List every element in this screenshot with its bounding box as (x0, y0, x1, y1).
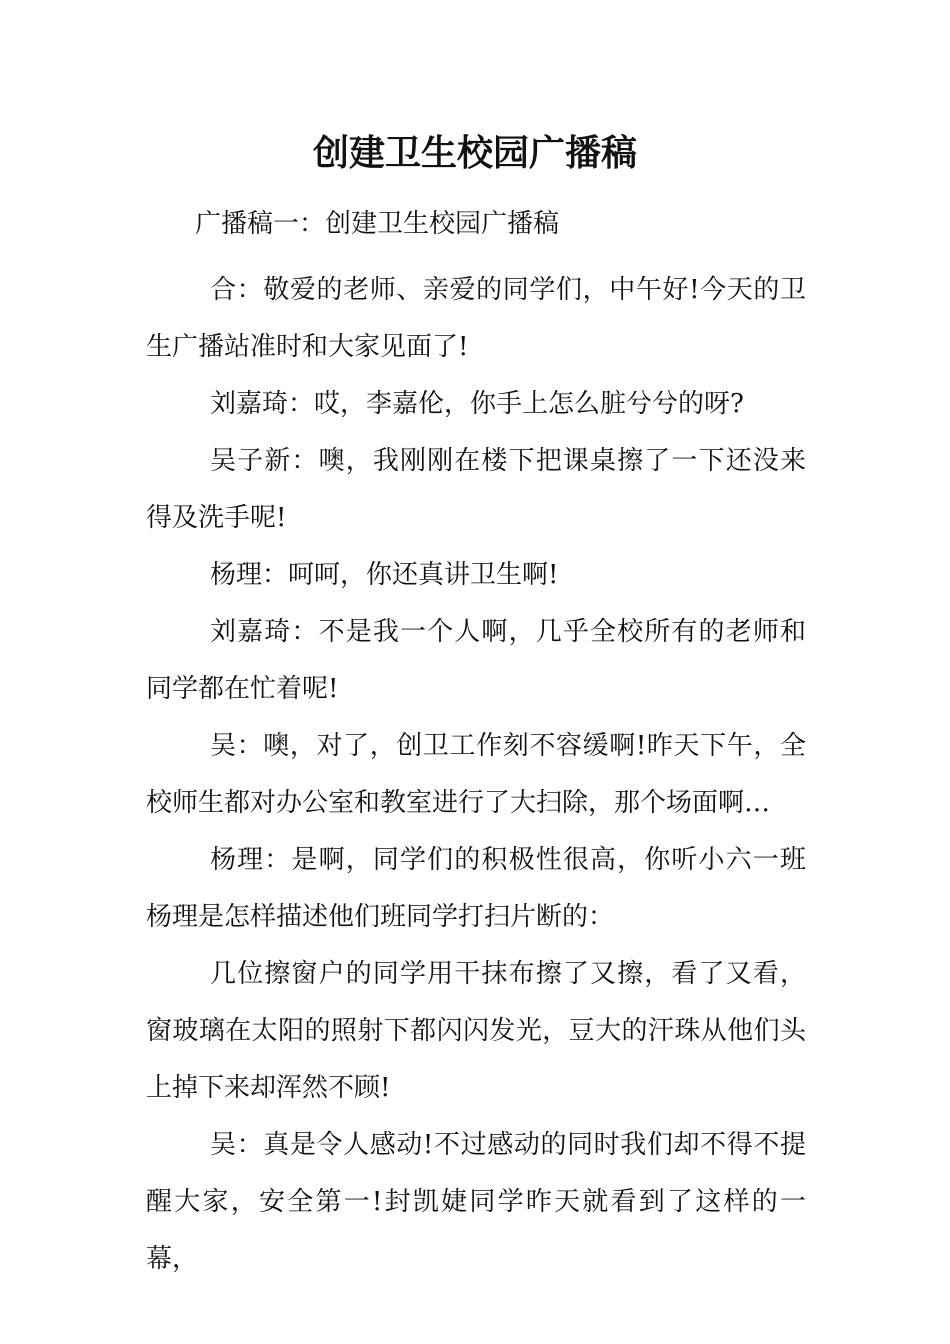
paragraph: 几位擦窗户的同学用干抹布擦了又擦，看了又看，窗玻璃在太阳的照射下都闪闪发光，豆大的汗珠从他们头上掉下来却浑然不顾! (146, 959, 806, 1103)
paragraph: 刘嘉琦：不是我一个人啊，几乎全校所有的老师和同学都在忙着呢! (146, 617, 806, 704)
paragraph: 刘嘉琦：哎，李嘉伦，你手上怎么脏兮兮的呀? (210, 389, 744, 419)
document-subtitle: 广播稿一：创建卫生校园广播稿 (195, 209, 560, 239)
paragraph: 杨理：呵呵，你还真讲卫生啊! (210, 560, 559, 590)
paragraph: 吴：真是令人感动!不过感动的同时我们却不得不提醒大家，安全第一!封凯婕同学昨天就看到了这样的一幕， (146, 1130, 806, 1274)
document-body (146, 262, 806, 1288)
paragraph: 合：敬爱的老师、亲爱的同学们，中午好!今天的卫生广播站准时和大家见面了! (146, 275, 806, 362)
paragraph: 杨理：是啊，同学们的积极性很高，你听小六一班杨理是怎样描述他们班同学打扫片断的： (146, 845, 806, 932)
paragraph: 吴：噢，对了，创卫工作刻不容缓啊!昨天下午，全校师生都对办公室和教室进行了大扫除，那个场面啊… (146, 731, 806, 818)
document-title: 创建卫生校园广播稿 (312, 132, 637, 174)
paragraph: 吴子新：噢，我刚刚在楼下把课桌擦了一下还没来得及洗手呢! (146, 446, 806, 533)
